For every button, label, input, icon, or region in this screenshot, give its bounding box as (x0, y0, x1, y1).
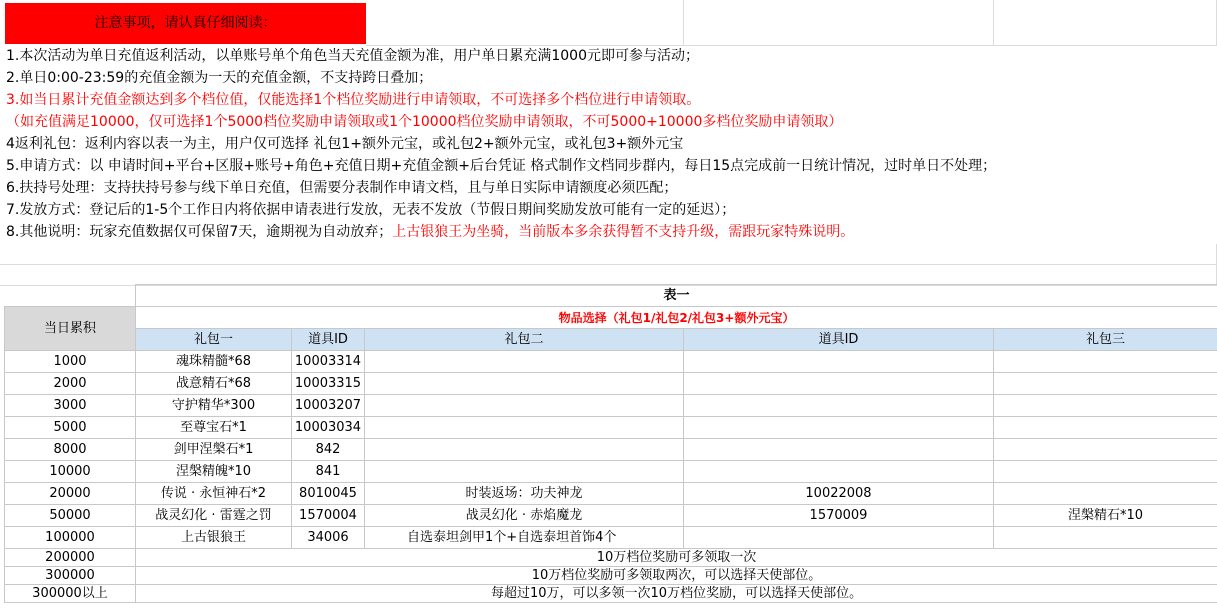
gift2-cell[interactable] (365, 373, 684, 395)
rule-3-example[interactable]: （如充值满足10000，仅可选择1个5000档位奖励申请领取或1个10000档位奖励申请领取，不可5000+10000多档位奖励申请领取） (6, 114, 843, 130)
id1-cell[interactable]: 841 (292, 461, 365, 483)
id2-cell[interactable]: 1570009 (684, 505, 994, 527)
grid-cell[interactable] (994, 0, 1217, 46)
amount-cell[interactable]: 3000 (5, 395, 136, 417)
gift3-cell[interactable] (994, 395, 1217, 417)
rule-8[interactable] (6, 221, 854, 243)
amount-cell[interactable]: 5000 (5, 417, 136, 439)
id1-cell[interactable]: 8010045 (292, 483, 365, 505)
rule-8-warning: 上古银狼王为坐骑，当前版本多余获得暂不支持升级，需跟玩家特殊说明。 (392, 224, 855, 240)
id2-cell[interactable] (684, 439, 994, 461)
table-row (5, 373, 1217, 395)
col-header-id1[interactable]: 道具ID (292, 329, 365, 351)
notice-title[interactable]: 注意事项，请认真仔细阅读： (5, 3, 366, 44)
amount-cell[interactable]: 1000 (5, 351, 136, 373)
id2-cell[interactable] (684, 417, 994, 439)
merged-note-cell[interactable]: 10万档位奖励可多领取两次，可以选择天使部位。 (136, 567, 1217, 585)
table-row (5, 395, 1217, 417)
gift2-cell[interactable] (365, 395, 684, 417)
amount-cell[interactable]: 20000 (5, 483, 136, 505)
gift2-cell[interactable]: 时装返场：功夫神龙 (365, 483, 684, 505)
table-row (5, 483, 1217, 505)
gift3-cell[interactable] (994, 527, 1217, 549)
table-row (5, 439, 1217, 461)
gift1-cell[interactable]: 剑甲涅槃石*1 (136, 439, 292, 461)
id1-cell[interactable]: 10003315 (292, 373, 365, 395)
merged-row (5, 567, 1217, 585)
amount-cell[interactable]: 50000 (5, 505, 136, 527)
gift2-cell[interactable]: 自选泰坦剑甲1个+自选泰坦首饰4个 (365, 527, 684, 549)
id2-cell[interactable] (684, 373, 994, 395)
gift2-cell[interactable] (365, 461, 684, 483)
gift2-cell[interactable] (365, 351, 684, 373)
gift3-cell[interactable] (994, 417, 1217, 439)
gift2-cell[interactable] (365, 417, 684, 439)
id1-cell[interactable]: 34006 (292, 527, 365, 549)
rule-2[interactable]: 2.单日0:00-23:59的充值金额为一天的充值金额，不支持跨日叠加； (6, 70, 433, 86)
id1-cell[interactable]: 842 (292, 439, 365, 461)
grid-row[interactable] (0, 244, 1217, 265)
amount-header[interactable]: 当日累积 (5, 307, 136, 351)
rule-1[interactable]: 1.本次活动为单日充值返利活动，以单账号单个角色当天充值金额为准，用户单日累充满1000元即可参与活动； (6, 48, 699, 64)
table-row (5, 461, 1217, 483)
merged-row (5, 585, 1217, 603)
gift1-cell[interactable]: 至尊宝石*1 (136, 417, 292, 439)
gift3-cell[interactable] (994, 439, 1217, 461)
gift3-cell[interactable] (994, 461, 1217, 483)
gift1-cell[interactable]: 战意精石*68 (136, 373, 292, 395)
id1-cell[interactable]: 1570004 (292, 505, 365, 527)
grid-row[interactable] (0, 265, 1217, 286)
col-header-gift3[interactable]: 礼包三 (994, 329, 1217, 351)
merged-note-cell[interactable]: 每超过10万，可以多领一次10万档位奖励，可以选择天使部位。 (136, 585, 1217, 603)
id1-cell[interactable]: 10003207 (292, 395, 365, 417)
table-row (5, 417, 1217, 439)
merged-note-cell[interactable]: 10万档位奖励可多领取一次 (136, 549, 1217, 567)
gift3-cell[interactable] (994, 373, 1217, 395)
id2-cell[interactable] (684, 395, 994, 417)
rule-4[interactable]: 4返利礼包：返利内容以表一为主，用户仅可选择 礼包1+额外元宝，或礼包2+额外元宝，或礼包3+额外元宝 (6, 136, 684, 152)
amount-cell[interactable]: 2000 (5, 373, 136, 395)
gift1-cell[interactable]: 上古银狼王 (136, 527, 292, 549)
grid-cell[interactable] (684, 0, 994, 46)
table-subtitle[interactable]: 物品选择（礼包1/礼包2/礼包3+额外元宝） (136, 307, 1217, 329)
amount-cell[interactable]: 10000 (5, 461, 136, 483)
table-row (5, 505, 1217, 527)
col-header-gift1[interactable]: 礼包一 (136, 329, 292, 351)
table-blank-cell[interactable] (5, 285, 136, 307)
gift3-cell[interactable]: 涅槃精石*10 (994, 505, 1217, 527)
id1-cell[interactable]: 10003314 (292, 351, 365, 373)
gift1-cell[interactable]: 传说 · 永恒神石*2 (136, 483, 292, 505)
col-header-gift2[interactable]: 礼包二 (365, 329, 684, 351)
id2-cell[interactable]: 10022008 (684, 483, 994, 505)
gift3-cell[interactable] (994, 483, 1217, 505)
amount-cell[interactable]: 300000 (5, 567, 136, 585)
gift1-cell[interactable]: 魂珠精髓*68 (136, 351, 292, 373)
rule-3[interactable]: 3.如当日累计充值金额达到多个档位值，仅能选择1个档位奖励进行申请领取，不可选择多个档位进行申请领取。 (6, 92, 701, 108)
table-row (5, 351, 1217, 373)
gift1-cell[interactable]: 守护精华*300 (136, 395, 292, 417)
id2-cell[interactable] (684, 351, 994, 373)
grid-cell[interactable] (366, 0, 684, 46)
rule-7[interactable]: 7.发放方式：登记后的1-5个工作日内将依据申请表进行发放，无表不发放（节假日期间奖励发放可能有一定的延迟）； (6, 202, 736, 218)
id2-cell[interactable] (684, 527, 994, 549)
amount-cell[interactable]: 8000 (5, 439, 136, 461)
amount-cell[interactable]: 200000 (5, 549, 136, 567)
gift1-cell[interactable]: 涅槃精魄*10 (136, 461, 292, 483)
gift2-cell[interactable] (365, 439, 684, 461)
rule-8-text: 8.其他说明：玩家充值数据仅可保留7天，逾期视为自动放弃； (6, 224, 393, 240)
table-title[interactable]: 表一 (136, 285, 1217, 307)
amount-cell[interactable]: 300000以上 (5, 585, 136, 603)
reward-table (4, 284, 1217, 603)
amount-cell[interactable]: 100000 (5, 527, 136, 549)
gift3-cell[interactable] (994, 351, 1217, 373)
rule-6[interactable]: 6.扶持号处理：支持扶持号参与线下单日充值，但需要分表制作申请文档，且与单日实际申请额度必须匹配； (6, 180, 678, 196)
id2-cell[interactable] (684, 461, 994, 483)
col-header-id2[interactable]: 道具ID (684, 329, 994, 351)
gift1-cell[interactable]: 战灵幻化 · 雷霆之罚 (136, 505, 292, 527)
gift2-cell[interactable]: 战灵幻化 · 赤焰魔龙 (365, 505, 684, 527)
rule-5[interactable]: 5.申请方式：以 申请时间+平台+区服+账号+角色+充值日期+充值金额+后台凭证 格式制作文档同步群内，每日15点完成前一日统计情况，过时单日不处理； (6, 158, 997, 174)
id1-cell[interactable]: 10003034 (292, 417, 365, 439)
merged-row (5, 549, 1217, 567)
table-row (5, 527, 1217, 549)
